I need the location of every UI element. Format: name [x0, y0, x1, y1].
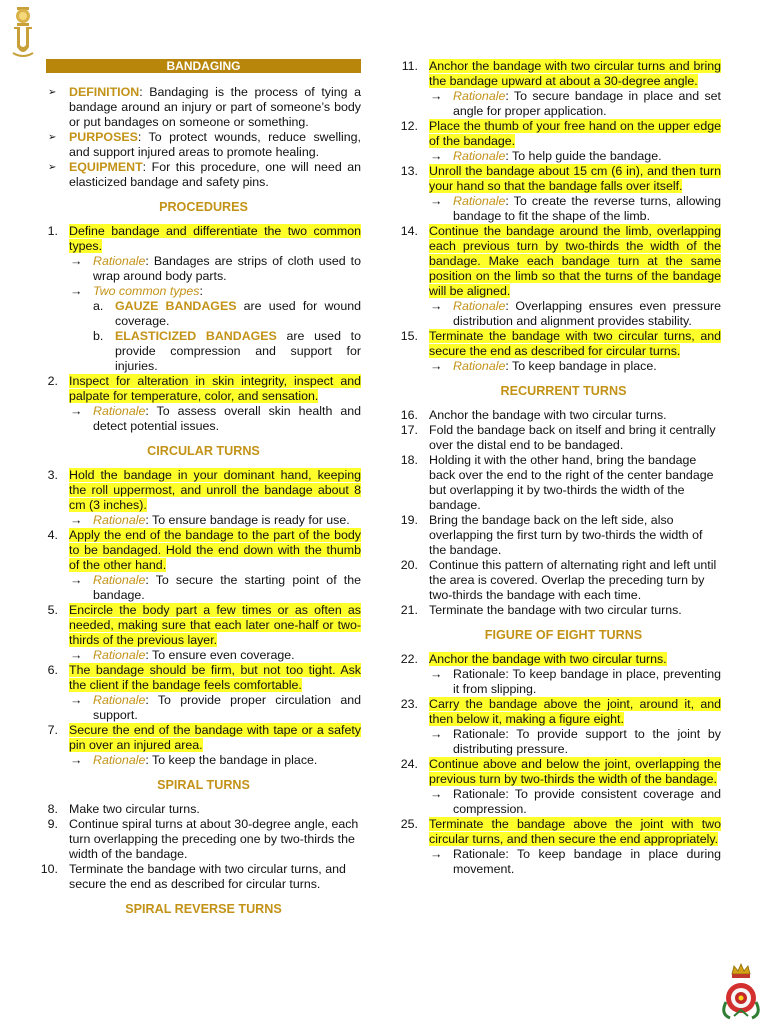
- rationale-25: → Rationale: To keep bandage in place during movement.: [430, 847, 721, 876]
- step-23: 23. Carry the bandage above the joint, around it, and then below it, making a figure eight.: [400, 697, 721, 726]
- arrow-bullet-icon: ➢: [48, 132, 57, 143]
- arrow-icon: →: [430, 787, 443, 801]
- arrow-icon: →: [430, 299, 443, 313]
- purposes-key: PURPOSES: [69, 130, 138, 144]
- arrow-icon: →: [70, 513, 83, 527]
- arrow-icon: →: [70, 284, 83, 298]
- recurrent-turns-heading: RECURRENT TURNS: [500, 384, 627, 398]
- rationale-23: → Rationale: To provide support to the joint by distributing pressure.: [430, 727, 721, 756]
- equipment-item: [46, 160, 361, 190]
- rationale-15: → Rationale: To keep bandage in place.: [430, 359, 657, 373]
- step-13: 13. Unroll the bandage about 15 cm (6 in), and then turn your hand so that the bandage falls over itself.: [400, 164, 721, 193]
- left-column: [40, 59, 361, 926]
- purposes-item: [46, 130, 361, 160]
- rationale-6: → Rationale: To provide proper circulation and support.: [70, 693, 361, 722]
- type-b: b. ELASTICIZED BANDAGES are used to provide compression and support for injuries.: [93, 329, 361, 373]
- step-1: 1. Define bandage and differentiate the two common types.: [47, 224, 361, 253]
- rationale-12: → Rationale: To help guide the bandage.: [430, 149, 662, 163]
- step-17: 17. Fold the bandage back on itself and bring it centrally over the distal end to be bandaged.: [400, 423, 716, 452]
- arrow-icon: →: [70, 573, 83, 587]
- arrow-icon: →: [70, 753, 83, 767]
- step-18: 18. Holding it with the other hand, bring the bandage back over the end to the right of the center bandage but overlapping it by two-thirds the width of the bandage.: [400, 453, 714, 512]
- circular-turns-heading: CIRCULAR TURNS: [147, 444, 260, 458]
- arrow-icon: →: [70, 693, 83, 707]
- arrow-icon: →: [430, 847, 443, 861]
- step-11: 11. Anchor the bandage with two circular turns and bring the bandage upward at about a 30-degree angle.: [401, 59, 721, 88]
- arrow-icon: →: [430, 727, 443, 741]
- definition-item: [46, 85, 361, 130]
- step-text: Inspect for alteration in skin integrity, inspect and palpate for temperature, color, and sensation.: [69, 374, 361, 403]
- arrow-icon: →: [430, 667, 443, 681]
- spiral-turns-heading: SPIRAL TURNS: [157, 778, 250, 792]
- step-25: 25. Terminate the bandage above the joint with two circular turns, and then secure the end appropriately.: [400, 817, 721, 846]
- university-crest-logo: [8, 5, 38, 61]
- step-16: 16. Anchor the bandage with two circular turns.: [400, 408, 667, 422]
- right-column: [400, 59, 721, 877]
- definition-text: : Bandaging is the process of tying a bandage around an injury or part of someone’s body or put bandages on someone or something.: [69, 85, 361, 129]
- arrow-bullet-icon: ➢: [48, 162, 57, 173]
- rationale-22: → Rationale: To keep bandage in place, preventing it from slipping.: [430, 667, 721, 696]
- rationale-7: → Rationale: To keep the bandage in place.: [70, 753, 318, 767]
- rationale-3: → Rationale: To ensure bandage is ready for use.: [70, 513, 350, 527]
- arrow-icon: →: [430, 359, 443, 373]
- rationale-5: → Rationale: To ensure even coverage.: [70, 648, 295, 662]
- step-3: 3. Hold the bandage in your dominant hand, keeping the roll uppermost, and unroll the bandage about 8 cm (3 inches).: [47, 468, 361, 512]
- rationale-label: Rationale: [93, 254, 146, 268]
- rationale-24: → Rationale: To provide consistent coverage and compression.: [430, 787, 721, 816]
- rose-crest-logo: [716, 962, 766, 1022]
- procedure-list: [46, 224, 361, 254]
- arrow-icon: →: [430, 89, 443, 103]
- page-title: BANDAGING: [46, 59, 361, 73]
- procedures-heading: PROCEDURES: [159, 200, 248, 214]
- arrow-icon: →: [70, 404, 83, 418]
- arrow-icon: →: [430, 149, 443, 163]
- step-4: 4. Apply the end of the bandage to the part of the body to be bandaged. Hold the end down with the thumb of the other hand.: [47, 528, 361, 572]
- rationale-14: → Rationale: Overlapping ensures even pressure distribution and alignment provides stability.: [430, 299, 721, 328]
- arrow-bullet-icon: ➢: [48, 87, 57, 98]
- figure-of-eight-heading: FIGURE OF EIGHT TURNS: [484, 628, 643, 642]
- step-7: 7. Secure the end of the bandage with tape or a safety pin over an injured area.: [47, 723, 361, 752]
- step-14: 14. Continue the bandage around the limb, overlapping each previous turn by two-thirds the width of the bandage. Make each bandage turn at the same position on the limb so that the turns of the bandage will be aligned.: [400, 224, 721, 298]
- step-20: 20. Continue this pattern of alternating right and left until the area is covered. Overlap the preceding turn by two-thirds the bandage with each time.: [400, 558, 717, 602]
- equipment-key: EQUIPMENT: [69, 160, 143, 174]
- step-9: 9. Continue spiral turns at about 30-degree angle, each turn overlapping the preceding one by two-thirds the width of the bandage.: [47, 817, 359, 861]
- rationale-1: → Rationale: Bandages are strips of cloth used to wrap around body parts.: [70, 254, 361, 283]
- definition-key: DEFINITION: [69, 85, 140, 99]
- arrow-icon: →: [70, 254, 83, 268]
- spiral-reverse-turns-heading: SPIRAL REVERSE TURNS: [125, 902, 282, 916]
- step-15: 15. Terminate the bandage with two circular turns, and secure the end as described for circular turns.: [400, 329, 721, 358]
- step-6: 6. The bandage should be firm, but not too tight. Ask the client if the bandage feels comfortable.: [47, 663, 361, 692]
- step-8: 8. Make two circular turns.: [47, 802, 200, 816]
- equipment-text: : For this procedure, one will need an elasticized bandage and safety pins.: [69, 160, 361, 189]
- step-text: Define bandage and differentiate the two common types.: [69, 224, 361, 253]
- rationale-2: → Rationale: To assess overall skin health and detect potential issues.: [70, 404, 361, 433]
- step-2: 2. Inspect for alteration in skin integrity, inspect and palpate for temperature, color, and sensation.: [47, 374, 361, 403]
- step-10: 10. Terminate the bandage with two circular turns, and secure the end as described for circular turns.: [40, 862, 346, 891]
- arrow-icon: →: [430, 194, 443, 208]
- type-a: a. GAUZE BANDAGES are used for wound coverage.: [93, 299, 361, 328]
- step-22: 22. Anchor the bandage with two circular turns.: [400, 652, 667, 666]
- rationale-11: → Rationale: To secure bandage in place and set angle for proper application.: [430, 89, 721, 118]
- step-21: 21. Terminate the bandage with two circular turns.: [400, 603, 682, 617]
- step-5: 5. Encircle the body part a few times or as often as needed, making sure that each later one-half or two-thirds of the previous layer.: [47, 603, 361, 647]
- step-24: 24. Continue above and below the joint, overlapping the previous turn by two-thirds the width of the bandage.: [400, 757, 721, 786]
- purposes-text: : To protect wounds, reduce swelling, and support injured areas to promote healing.: [69, 130, 361, 159]
- rationale-4: → Rationale: To secure the starting point of the bandage.: [70, 573, 361, 602]
- step-19: 19. Bring the bandage back on the left side, also overlapping the first turn by two-thirds the width of the bandage.: [400, 513, 703, 557]
- two-common-types: → Two common types:: [70, 284, 203, 298]
- arrow-icon: →: [70, 648, 83, 662]
- rationale-13: → Rationale: To create the reverse turns, allowing bandage to fit the shape of the limb.: [430, 194, 721, 223]
- step-12: 12. Place the thumb of your free hand on the upper edge of the bandage.: [400, 119, 721, 148]
